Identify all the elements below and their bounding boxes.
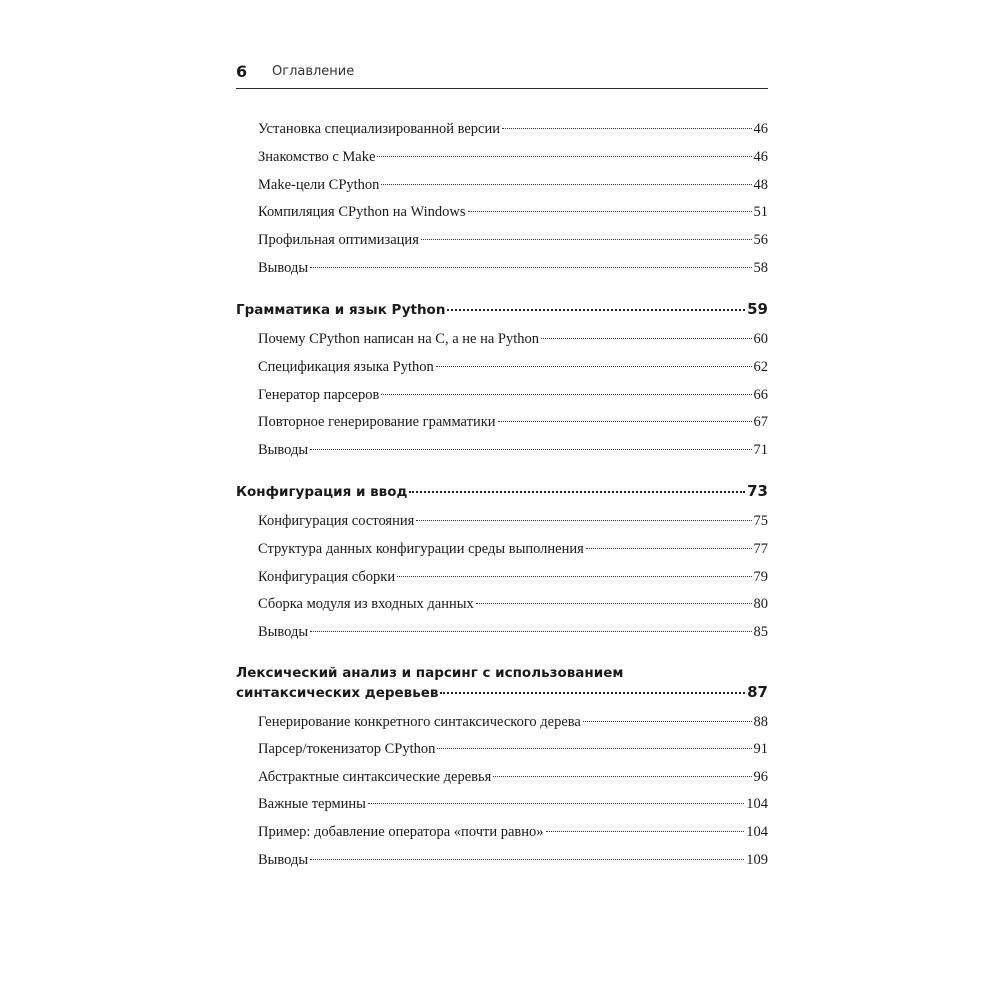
toc-entry[interactable] — [258, 824, 768, 846]
toc-entry-title: Пример: добавление оператора «почти равно» — [258, 824, 544, 840]
toc-entry[interactable] — [258, 624, 768, 646]
toc-entry-title: Генерирование конкретного синтаксического дерева — [258, 714, 581, 730]
dot-leader — [381, 394, 751, 395]
toc-entry-title: Выводы — [258, 260, 309, 276]
dot-leader — [436, 366, 752, 367]
toc-entry-page: 48 — [753, 177, 768, 193]
toc-chapter-title: синтаксических деревьев — [236, 685, 439, 701]
dot-leader — [381, 184, 751, 185]
toc-entry[interactable] — [258, 541, 768, 563]
toc-entry-page: 46 — [753, 121, 768, 137]
toc-entry[interactable] — [258, 177, 768, 199]
toc-entry-page: 51 — [753, 204, 768, 220]
toc-entry-title: Важные термины — [258, 796, 366, 812]
toc-entry-title: Почему CPython написан на C, а не на Python — [258, 331, 540, 347]
dot-leader — [377, 156, 751, 157]
dot-leader — [498, 421, 752, 422]
toc-entry-title: Выводы — [258, 852, 309, 868]
toc-entry-title: Парсер/токенизатор CPython — [258, 741, 436, 757]
toc-entry[interactable] — [258, 442, 768, 464]
dot-leader — [437, 748, 751, 749]
toc-chapter-page: 59 — [747, 300, 768, 318]
toc-entry-page: 46 — [753, 149, 768, 165]
dot-leader — [541, 338, 751, 339]
toc-chapter-title-line1[interactable]: Лексический анализ и парсинг с использованием — [236, 665, 624, 681]
toc-entry[interactable] — [258, 387, 768, 409]
toc-entry-page: 56 — [753, 232, 768, 248]
toc-entry[interactable] — [258, 714, 768, 736]
toc-entry-page: 79 — [753, 569, 768, 585]
dot-leader — [583, 721, 752, 722]
toc-chapter-title: Конфигурация и ввод — [236, 484, 408, 500]
dot-leader — [546, 831, 745, 832]
dot-leader — [310, 449, 751, 450]
dot-leader — [502, 128, 752, 129]
toc-entry[interactable] — [258, 769, 768, 791]
toc-entry-title: Знакомство с Make — [258, 149, 376, 165]
toc-entry-page: 85 — [753, 624, 768, 640]
toc-entry[interactable] — [258, 596, 768, 618]
toc-chapter-entry[interactable] — [236, 300, 768, 322]
dot-leader — [310, 859, 744, 860]
toc-entry-page: 88 — [753, 714, 768, 730]
toc-entry-title: Выводы — [258, 624, 309, 640]
dot-leader — [310, 631, 751, 632]
dot-leader — [493, 776, 751, 777]
toc-entry-title: Спецификация языка Python — [258, 359, 434, 375]
toc-chapter-title: Грамматика и язык Python — [236, 302, 446, 318]
running-title: Оглавление — [272, 64, 355, 79]
toc-entry[interactable] — [258, 149, 768, 171]
toc-entry-page: 66 — [753, 387, 768, 403]
toc-entry-title: Make-цели CPython — [258, 177, 380, 193]
toc-chapter-page: 73 — [747, 482, 768, 500]
toc-entry-title: Установка специализированной версии — [258, 121, 500, 137]
toc-entry-title: Конфигурация состояния — [258, 513, 415, 529]
toc-entry-page: 71 — [753, 442, 768, 458]
toc-entry-page: 104 — [746, 796, 768, 812]
toc-entry[interactable] — [258, 359, 768, 381]
toc-entry-title: Профильная оптимизация — [258, 232, 419, 248]
toc-entry-title: Сборка модуля из входных данных — [258, 596, 474, 612]
toc-entry-title: Выводы — [258, 442, 309, 458]
toc-entry[interactable] — [258, 569, 768, 591]
toc-entry-page: 75 — [753, 513, 768, 529]
toc-entry-title: Конфигурация сборки — [258, 569, 396, 585]
toc-entry[interactable] — [258, 260, 768, 282]
toc-entry-page: 109 — [746, 852, 768, 868]
dot-leader — [416, 520, 751, 521]
dot-leader — [468, 211, 752, 212]
toc-entry[interactable] — [258, 232, 768, 254]
page-header — [236, 62, 768, 89]
toc-entry-page: 60 — [753, 331, 768, 347]
toc-entry[interactable] — [258, 121, 768, 143]
toc-entry[interactable] — [258, 331, 768, 353]
toc-entry-page: 77 — [753, 541, 768, 557]
toc-entry[interactable] — [258, 741, 768, 763]
toc-entry[interactable] — [258, 513, 768, 535]
toc-entry-title: Повторное генерирование грамматики — [258, 414, 496, 430]
toc-entry-title: Структура данных конфигурации среды выполнения — [258, 541, 584, 557]
dot-leader — [421, 239, 752, 240]
toc-entry-page: 80 — [753, 596, 768, 612]
toc-entry-page: 91 — [753, 741, 768, 757]
toc-entry-page: 58 — [753, 260, 768, 276]
toc-chapter-entry[interactable] — [236, 683, 768, 705]
dot-leader — [368, 803, 744, 804]
page-number: 6 — [236, 62, 248, 81]
toc-entry-title: Генератор парсеров — [258, 387, 380, 403]
dot-leader — [447, 309, 745, 311]
dot-leader — [397, 576, 751, 577]
toc-entry-page: 62 — [753, 359, 768, 375]
toc-chapter-entry[interactable] — [236, 482, 768, 504]
dot-leader — [586, 548, 752, 549]
dot-leader — [409, 491, 745, 493]
toc-entry[interactable] — [258, 852, 768, 874]
toc-entry-page: 104 — [746, 824, 768, 840]
toc-entry[interactable] — [258, 204, 768, 226]
dot-leader — [476, 603, 752, 604]
toc-entry-page: 96 — [753, 769, 768, 785]
toc-entry-title: Компиляция CPython на Windows — [258, 204, 466, 220]
toc-chapter-page: 87 — [747, 683, 768, 701]
dot-leader — [440, 692, 745, 694]
dot-leader — [310, 267, 751, 268]
toc-entry-page: 67 — [753, 414, 768, 430]
toc-entry[interactable] — [258, 796, 768, 818]
toc-entry[interactable] — [258, 414, 768, 436]
toc-entry-title: Абстрактные синтаксические деревья — [258, 769, 492, 785]
